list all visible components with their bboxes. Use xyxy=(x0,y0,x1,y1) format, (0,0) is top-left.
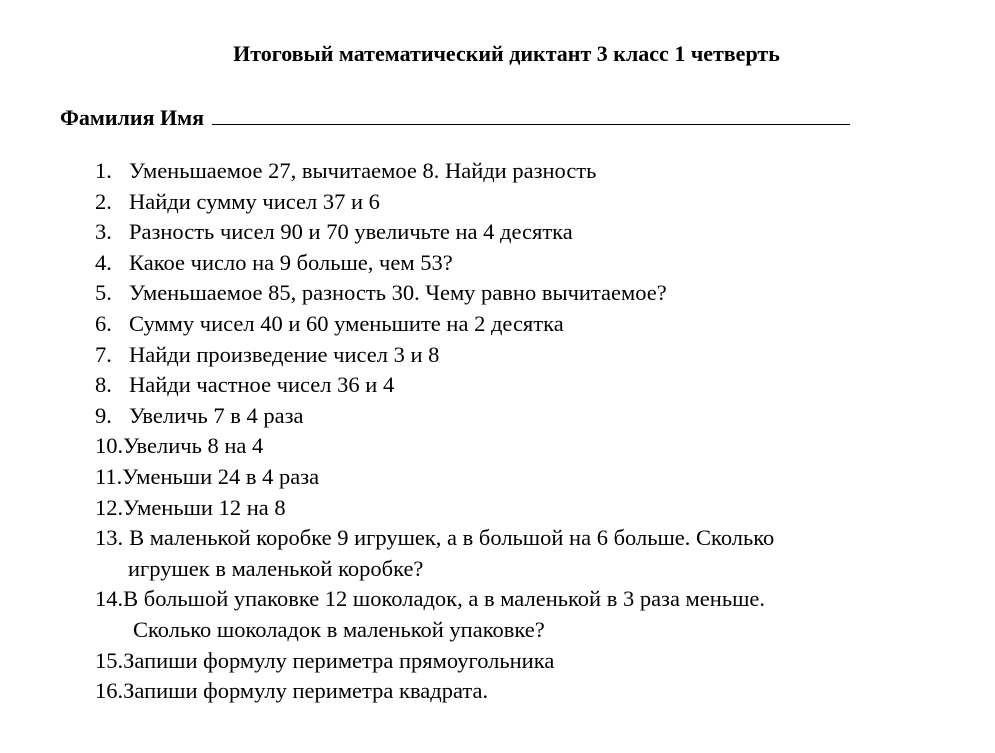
name-fill-line[interactable] xyxy=(212,102,850,125)
task-text: Увеличь 8 на 4 xyxy=(123,433,264,459)
task-number: 3. xyxy=(95,219,112,245)
name-label: Фамилия Имя xyxy=(60,105,204,130)
task-number: 9. xyxy=(95,402,112,428)
task-text: Запиши формулу периметра квадрата. xyxy=(123,678,489,704)
task-text: Уменьши 24 в 4 раза xyxy=(122,463,320,489)
task-text: Найди сумму чисел 37 и 6 xyxy=(129,188,380,214)
task-text: Увеличь 7 в 4 раза xyxy=(129,402,304,428)
task-number: 1. xyxy=(95,158,112,183)
task-text-continued: игрушек в маленькой коробке? xyxy=(128,555,424,581)
task-item-14-continued xyxy=(95,615,975,646)
task-number: 15. xyxy=(95,647,124,673)
task-number: 10. xyxy=(95,433,124,459)
task-item-3 xyxy=(95,217,975,248)
task-item-15 xyxy=(95,646,975,677)
task-text: Сумму чисел 40 и 60 уменьшите на 2 десятка xyxy=(129,310,564,336)
task-item-10 xyxy=(95,431,975,462)
task-item-2 xyxy=(95,187,975,218)
task-text: Какое число на 9 больше, чем 53? xyxy=(129,249,453,275)
task-number: 13. xyxy=(95,525,124,551)
task-number: 7. xyxy=(95,341,112,367)
task-item-14 xyxy=(95,584,975,615)
task-text: Уменьши 12 на 8 xyxy=(123,494,286,520)
task-item-8 xyxy=(95,370,975,401)
task-item-13 xyxy=(95,523,975,554)
task-item-12 xyxy=(95,493,975,524)
task-item-13-continued xyxy=(95,554,975,585)
task-item-5 xyxy=(95,278,975,309)
task-number: 8. xyxy=(95,372,112,398)
task-number: 4. xyxy=(95,249,112,275)
task-item-11 xyxy=(95,462,975,493)
task-text: Разность чисел 90 и 70 увеличьте на 4 десятка xyxy=(129,219,573,245)
task-number: 14. xyxy=(95,586,124,612)
task-text-continued: Сколько шоколадок в маленькой упаковке? xyxy=(133,616,545,642)
task-number: 11. xyxy=(95,463,123,489)
task-text: Найди произведение чисел 3 и 8 xyxy=(129,341,440,367)
task-item-9 xyxy=(95,401,975,432)
task-number: 16. xyxy=(95,678,124,704)
page-title: Итоговый математический диктант 3 класс 1 четверть xyxy=(233,41,780,66)
task-number: 6. xyxy=(95,310,112,336)
task-item-6 xyxy=(95,309,975,340)
task-text: В большой упаковке 12 шоколадок, а в маленькой в 3 раза меньше. xyxy=(123,586,766,612)
task-item-7 xyxy=(95,340,975,371)
task-text: Запиши формулу периметра прямоугольника xyxy=(123,647,555,673)
task-text: В маленькой коробке 9 игрушек, а в большой на 6 больше. Сколько xyxy=(129,525,775,551)
task-text: Найди частное чисел 36 и 4 xyxy=(129,372,395,398)
task-item-16 xyxy=(95,676,975,707)
task-text: Уменьшаемое 85, разность 30. Чему равно вычитаемое? xyxy=(129,280,667,306)
task-number: 5. xyxy=(95,280,112,306)
task-number: 2. xyxy=(95,188,112,214)
task-item-4 xyxy=(95,248,975,279)
task-number: 12. xyxy=(95,494,124,520)
task-list xyxy=(95,156,975,707)
task-item-1 xyxy=(95,156,975,187)
task-text: Уменьшаемое 27, вычитаемое 8. Найди разность xyxy=(129,158,597,183)
name-field-row xyxy=(60,102,850,132)
